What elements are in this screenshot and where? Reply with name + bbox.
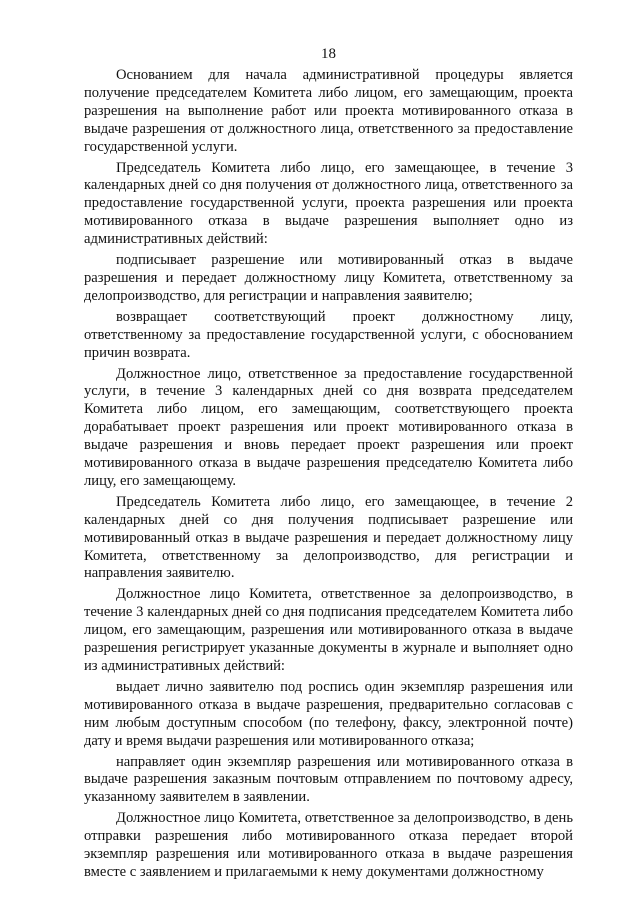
document-page xyxy=(84,44,573,885)
paragraph-returns-draft: возвращает соответствующий проект должностному лицу, ответственному за предоставление государственной услуги, с обоснованием причин возврата. xyxy=(84,308,573,361)
paragraph-chairman-signs: Председатель Комитета либо лицо, его замещающее, в течение 2 календарных дней со дня получения подписывает разрешение или мотивированный отказ в выдаче разрешения и передает должностному лицу Комитета, ответственному за делопроизводство, для регистрации и направления заявителю. xyxy=(84,493,573,582)
paragraph-postal-delivery: направляет один экземпляр разрешения или мотивированного отказа в выдаче разрешения заказным почтовым отправлением по почтовому адресу, указанному заявителем в заявлении. xyxy=(84,753,573,806)
page-number: 18 xyxy=(321,46,336,62)
paragraph-official-revises: Должностное лицо, ответственное за предоставление государственной услуги, в течение 3 календарных дней со дня возврата председателем Комитета либо лицом, его замещающим, соответствующего проекта дорабатывает проект разрешения или проект мотивированного отказа в выдаче разрешения и вновь передает проект разрешения или проект мотивированного отказа в выдаче разрешения председателю Комитета либо лицу, его замещающему. xyxy=(84,365,573,489)
paragraph-chairman-actions: Председатель Комитета либо лицо, его замещающее, в течение 3 календарных дней со дня получения от должностного лица, ответственного за предоставление государственной услуги, проекта разрешения или проекта мотивированного отказа в выдаче разрешения выполняет одно из административных действий: xyxy=(84,159,573,248)
paragraph-signs-permit: подписывает разрешение или мотивированный отказ в выдаче разрешения и передает должностному лицу Комитета, ответственному за делопроизводство, для регистрации и направления заявителю; xyxy=(84,252,573,304)
paragraph-basis: Основанием для начала административной процедуры является получение председателем Комитета либо лицом, его замещающим, проекта разрешения на выполнение работ или проекта мотивированного отказа в выдаче разрешения от должностного лица, ответственного за предоставление государственной услуги. xyxy=(84,67,573,155)
paragraph-registration: Должностное лицо Комитета, ответственное за делопроизводство, в течение 3 календарных дней со дня подписания председателем Комитета либо лицом, его замещающим, разрешения или мотивированного отказа в выдаче разрешения регистрирует указанные документы в журнале и выполняет одно из административных действий: xyxy=(84,586,573,674)
paragraph-personal-delivery: выдает лично заявителю под роспись один экземпляр разрешения или мотивированного отказа в выдаче разрешения, предварительно согласовав с ним любым доступным способом (по телефону, факсу, электронной почте) дату и время выдачи разрешения или мотивированного отказа; xyxy=(84,678,573,749)
paragraph-second-copy: Должностное лицо Комитета, ответственное за делопроизводство, в день отправки разрешения либо мотивированного отказа передает второй экземпляр разрешения или мотивированного отказа в выдаче разрешения вместе с заявлением и прилагаемыми к нему документами должностному xyxy=(84,810,573,880)
